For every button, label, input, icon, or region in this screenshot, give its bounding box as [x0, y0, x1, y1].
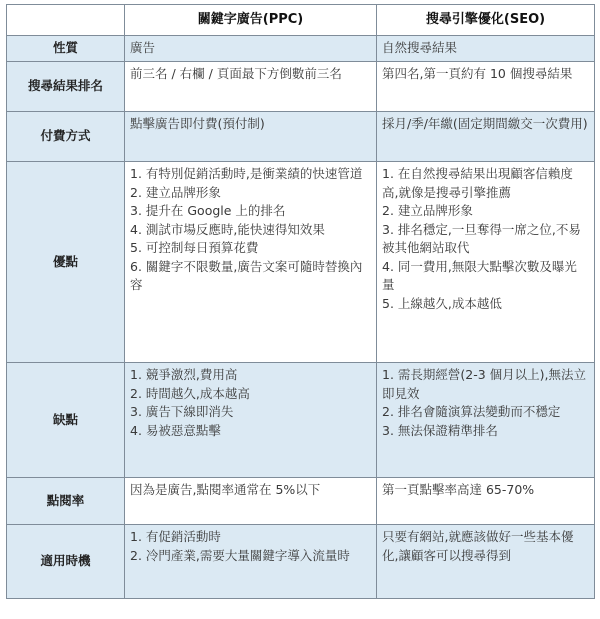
seo-item: 採月/季/年繳(固定期間繳交一次費用) — [382, 116, 588, 131]
seo-item: 4. 同一費用,無限大點擊次數及曝光量 — [382, 258, 577, 292]
ppc-item: 3. 廣告下線即消失 — [130, 404, 234, 419]
ppc-item: 1. 有促銷活動時 — [130, 529, 221, 544]
seo-item: 2. 排名會隨演算法變動而不穩定 — [382, 404, 561, 419]
seo-item: 1. 需長期經營(2-3 個月以上),無法立即見效 — [382, 367, 587, 401]
seo-item: 第一頁點擊率高達 65-70% — [382, 482, 535, 497]
ppc-item: 廣告 — [130, 40, 156, 55]
row-label: 點閱率 — [7, 478, 125, 525]
ppc-cell — [125, 112, 377, 162]
table-row — [7, 112, 595, 162]
seo-cell — [377, 62, 595, 112]
seo-item: 自然搜尋結果 — [382, 40, 458, 55]
seo-cell — [377, 363, 595, 478]
table-row — [7, 36, 595, 62]
row-label: 優點 — [7, 162, 125, 363]
seo-cell — [377, 525, 595, 599]
table-body — [7, 5, 595, 599]
seo-item: 只要有網站,就應該做好一些基本優化,讓顧客可以搜尋得到 — [382, 529, 574, 563]
ppc-cell — [125, 525, 377, 599]
ppc-cell — [125, 478, 377, 525]
ppc-cell — [125, 363, 377, 478]
header-corner-cell — [7, 5, 125, 36]
row-label: 性質 — [7, 36, 125, 62]
seo-item: 第四名,第一頁約有 10 個搜尋結果 — [382, 66, 573, 81]
ppc-item: 2. 冷門產業,需要大量關鍵字導入流量時 — [130, 547, 350, 563]
seo-item: 3. 無法保證精準排名 — [382, 422, 498, 438]
seo-cell — [377, 162, 595, 363]
table-row — [7, 478, 595, 525]
ppc-item: 2. 建立品牌形象 — [130, 184, 221, 200]
table-row — [7, 62, 595, 112]
seo-item: 3. 排名穩定,一旦奪得一席之位,不易被其他網站取代 — [382, 221, 581, 255]
table-row — [7, 162, 595, 363]
header-row — [7, 5, 595, 36]
ppc-item: 2. 時間越久,成本越高 — [130, 385, 250, 401]
seo-cell — [377, 36, 595, 62]
row-label: 適用時機 — [7, 525, 125, 599]
seo-cell — [377, 112, 595, 162]
ppc-item: 5. 可控制每日預算花費 — [130, 240, 259, 255]
ppc-item: 6. 關鍵字不限數量,廣告文案可隨時替換內容 — [130, 258, 363, 292]
ppc-cell — [125, 62, 377, 112]
ppc-item: 4. 易被惡意點擊 — [130, 422, 221, 438]
ppc-item: 4. 測試市場反應時,能快速得知效果 — [130, 221, 325, 237]
row-label: 付費方式 — [7, 112, 125, 162]
seo-cell — [377, 478, 595, 525]
header-ppc: 關鍵字廣告(PPC) — [125, 5, 377, 36]
table-row — [7, 525, 595, 599]
ppc-item: 1. 有特別促銷活動時,是衝業績的快速管道 — [130, 166, 363, 181]
seo-item: 1. 在自然搜尋結果出現顧客信賴度高,就像是搜尋引擎推薦 — [382, 166, 573, 200]
comparison-table — [6, 4, 595, 599]
ppc-item: 1. 競爭激烈,費用高 — [130, 367, 238, 382]
ppc-item: 因為是廣告,點閱率通常在 5%以下 — [130, 482, 321, 497]
ppc-cell — [125, 36, 377, 62]
header-seo: 搜尋引擎優化(SEO) — [377, 5, 595, 36]
seo-item: 2. 建立品牌形象 — [382, 203, 473, 218]
ppc-item: 前三名 / 右欄 / 頁面最下方倒數前三名 — [130, 66, 342, 81]
ppc-cell — [125, 162, 377, 363]
row-label: 搜尋結果排名 — [7, 62, 125, 112]
table-row — [7, 363, 595, 478]
ppc-item: 點擊廣告即付費(預付制) — [130, 116, 265, 131]
row-label: 缺點 — [7, 363, 125, 478]
ppc-item: 3. 提升在 Google 上的排名 — [130, 203, 286, 218]
seo-item: 5. 上線越久,成本越低 — [382, 295, 502, 311]
